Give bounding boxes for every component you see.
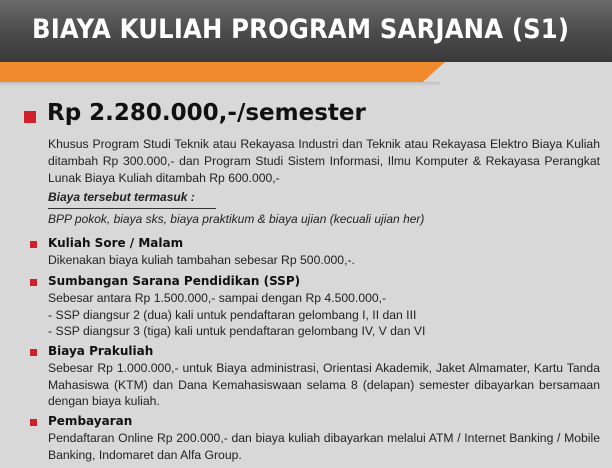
section-title-evening-class: Kuliah Sore / Malam xyxy=(48,236,184,250)
ssp-line: Sebesar antara Rp 1.500.000,- sampai dengan Rp 4.500.000,- xyxy=(48,291,387,305)
section-title-payment: Pembayaran xyxy=(48,414,133,428)
intro-paragraph: Khusus Program Studi Teknik atau Rekayasa Industri dan Teknik atau Rekayasa Elektro Biaya Kuliah ditambah Rp 300.000,- dan Program Studi Sistem Informasi, Ilmu Komputer & Rekayasa Perangkat Lunak Biaya Kuliah ditambah Rp 600.000,- xyxy=(48,137,600,185)
section-body-prakuliah: Sebesar Rp 1.000.000,- untuk Biaya administrasi, Orientasi Akademik, Jaket Almamater, Kartu Tanda Mahasiswa (KTM) dan Dana Kemahasiswaan selama 8 (delapan) semester dibayarkan bersamaan dengan biaya kuliah. xyxy=(48,361,600,408)
price-bullet-icon xyxy=(24,111,36,123)
ssp-line: - SSP diangsur 2 (dua) kali untuk pendaftaran gelombang I, II dan III xyxy=(48,307,417,322)
accent-stripe xyxy=(0,62,445,82)
price-heading: Rp 2.280.000,-/semester xyxy=(47,100,366,126)
section-body-payment: Pendaftaran Online Rp 200.000,- dan biaya kuliah dibayarkan melalui ATM / Internet Banking / Mobile Banking, Indomaret dan Alfa Group. xyxy=(48,431,600,462)
ssp-line: - SSP diangsur 3 (tiga) kali untuk pendaftaran gelombang IV, V dan VI xyxy=(48,324,426,338)
section-title-prakuliah: Biaya Prakuliah xyxy=(48,344,154,358)
section-body-ssp xyxy=(48,290,600,340)
included-text: BPP pokok, biaya sks, biaya praktikum & biaya ujian (kecuali ujian her) xyxy=(48,212,425,226)
section-bullet-icon xyxy=(30,279,37,286)
stripe-shadow xyxy=(0,82,440,86)
included-heading: Biaya tersebut termasuk : xyxy=(48,190,216,209)
section-bullet-icon xyxy=(30,419,37,426)
section-bullet-icon xyxy=(30,349,37,356)
section-title-ssp: Sumbangan Sarana Pendidikan (SSP) xyxy=(48,274,301,288)
page-title: BIAYA KULIAH PROGRAM SARJANA (S1) xyxy=(32,14,570,45)
header-banner xyxy=(0,0,612,62)
section-body-evening-class: Dikenakan biaya kuliah tambahan sebesar Rp 500.000,-. xyxy=(48,253,355,267)
section-bullet-icon xyxy=(30,241,37,248)
